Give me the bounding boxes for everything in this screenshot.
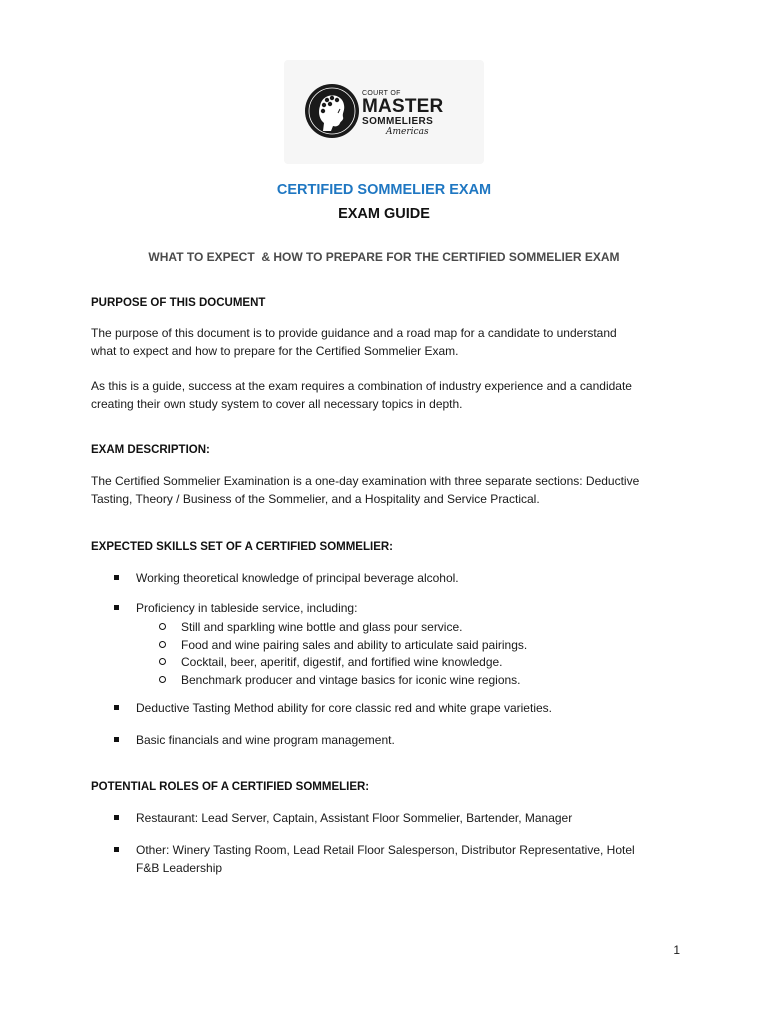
description-line1: The Certified Sommelier Examination is a one-day examination with three separate sections: Deductive (91, 474, 640, 488)
circle-bullet-icon (159, 623, 166, 630)
document-tagline: WHAT TO EXPECT & HOW TO PREPARE FOR THE CERTIFIED SOMMELIER EXAM (148, 250, 620, 264)
square-bullet-icon (114, 847, 119, 852)
skills-bullet-text: Working theoretical knowledge of principal beverage alcohol. (136, 571, 459, 585)
purpose-p2-line2: creating their own study system to cover all necessary topics in depth. (91, 397, 463, 411)
document-title: CERTIFIED SOMMELIER EXAM (276, 182, 492, 198)
circle-bullet-icon (159, 658, 166, 665)
skills-bullet-text: Proficiency in tableside service, including: (136, 601, 358, 615)
skills-sub-text: Benchmark producer and vintage basics for iconic wine regions. (181, 673, 521, 687)
description-line2: Tasting, Theory / Business of the Sommelier, and a Hospitality and Service Practical. (91, 492, 540, 506)
medallion-head-icon (304, 83, 360, 139)
purpose-heading: PURPOSE OF THIS DOCUMENT (91, 297, 266, 309)
purpose-p1-line1: The purpose of this document is to provide guidance and a road map for a candidate to understand (91, 326, 617, 340)
court-of-master-sommeliers-logo (284, 60, 484, 164)
skills-sub-text: Still and sparkling wine bottle and glass pour service. (181, 620, 463, 634)
purpose-paragraph-2 (91, 377, 691, 413)
roles-bullet-text: Restaurant: Lead Server, Captain, Assistant Floor Sommelier, Bartender, Manager (136, 811, 573, 825)
roles-heading: POTENTIAL ROLES OF A CERTIFIED SOMMELIER: (91, 781, 370, 793)
skills-sub-text: Cocktail, beer, aperitif, digestif, and fortified wine knowledge. (181, 655, 503, 669)
skills-heading: EXPECTED SKILLS SET OF A CERTIFIED SOMMELIER: (91, 541, 393, 553)
logo-line-americas: Americas (386, 127, 429, 137)
square-bullet-icon (114, 575, 119, 580)
purpose-paragraph-1 (91, 324, 691, 360)
skills-sub-text: Food and wine pairing sales and ability to articulate said pairings. (181, 638, 528, 652)
document-subtitle: EXAM GUIDE (338, 206, 430, 222)
roles-bullet-text (136, 841, 676, 877)
logo-line-master: MASTER (362, 96, 444, 117)
circle-bullet-icon (159, 641, 166, 648)
logo-line-sommeliers: SOMMELIERS (362, 116, 434, 127)
square-bullet-icon (114, 605, 119, 610)
exam-description-heading: EXAM DESCRIPTION: (91, 444, 210, 456)
purpose-p1-line2: what to expect and how to prepare for the Certified Sommelier Exam. (91, 344, 459, 358)
logo-line-court-of: COURT OF (362, 90, 401, 97)
roles-r2-line2: F&B Leadership (136, 861, 223, 875)
exam-description-paragraph (91, 472, 691, 508)
purpose-p2-line1: As this is a guide, success at the exam requires a combination of industry experience and a candidate (91, 379, 632, 393)
circle-bullet-icon (159, 676, 166, 683)
skills-bullet-text: Deductive Tasting Method ability for core classic red and white grape varieties. (136, 701, 552, 715)
roles-r2-line1: Other: Winery Tasting Room, Lead Retail Floor Salesperson, Distributor Representative, Hotel (136, 843, 635, 857)
square-bullet-icon (114, 705, 119, 710)
skills-bullet-text: Basic financials and wine program management. (136, 733, 395, 747)
page-number: 1 (673, 943, 680, 957)
square-bullet-icon (114, 737, 119, 742)
square-bullet-icon (114, 815, 119, 820)
